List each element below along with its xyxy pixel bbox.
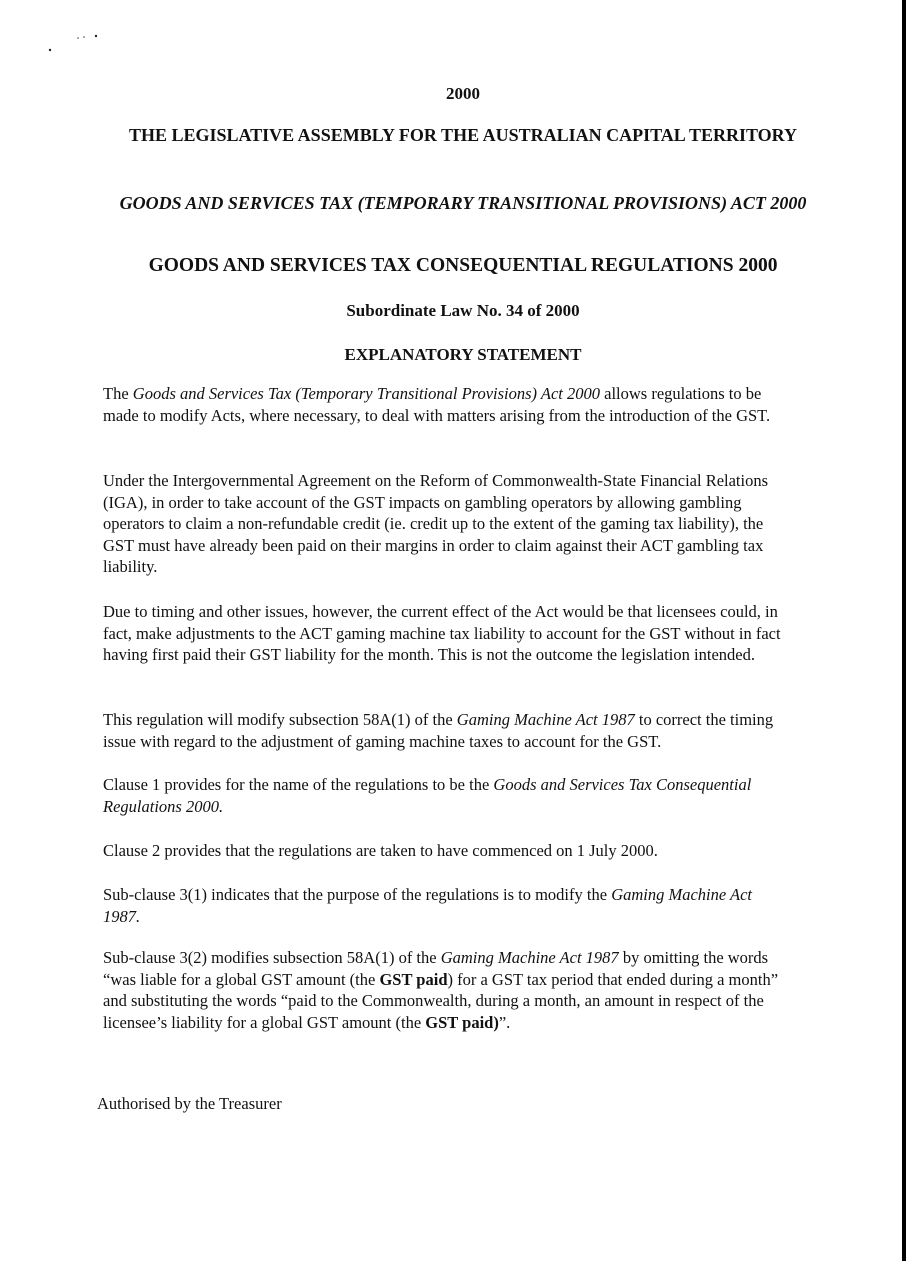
p5-text-a: Clause 1 provides for the name of the regulations to be the: [103, 775, 494, 794]
p1-text-a: The: [103, 384, 133, 403]
p7-text-a: Sub-clause 3(1) indicates that the purpose of the regulations is to modify the: [103, 885, 612, 904]
scan-edge-border: [902, 0, 906, 1261]
p8-defined-term-1: GST paid: [379, 969, 448, 989]
p4-text-a: This regulation will modify subsection 58A(1) of the: [103, 710, 457, 729]
p4-text-c: to correct the timing issue with regard to the adjustment of gaming machine taxes to account for the GST.: [103, 710, 774, 751]
scan-specks: [44, 28, 114, 58]
paragraph-clause-2: Clause 2 provides that the regulations are taken to have commenced on 1 July 2000.: [103, 841, 658, 860]
document-year: 2000: [446, 84, 480, 103]
p5-regs-name: Goods and Services Tax Consequential Regulations 2000.: [103, 775, 752, 816]
p1-text-c: allows regulations to be made to modify Acts, where necessary, to deal with matters arising from the introduction of the GST.: [103, 384, 771, 425]
subordinate-law-number: Subordinate Law No. 34 of 2000: [346, 301, 580, 320]
p8-text-g: ”.: [498, 1012, 511, 1032]
p1-act-name: Goods and Services Tax (Temporary Transitional Provisions) Act 2000: [132, 384, 600, 403]
authorisation-line: Authorised by the Treasurer: [97, 1094, 282, 1113]
regulations-title: GOODS AND SERVICES TAX CONSEQUENTIAL REGULATIONS 2000: [148, 255, 778, 276]
paragraph-timing: Due to timing and other issues, however, the current effect of the Act would be that licensees could, in fact, make adjustments to the ACT gaming machine tax liability to account for the GST without in fact having first paid their GST liability for the month. This is not the outcome the legislation intended.: [103, 602, 781, 664]
p8-text-e: ) for a GST tax period that ended during a month” and substituting the words “paid to the Commonwealth, during a month, an amount in respect of the licensee’s liability for a global GST amount (the: [103, 969, 779, 1032]
p8-text-c: by omitting the words “was liable for a global GST amount (the: [103, 948, 769, 989]
paragraph-clause-1: [103, 774, 793, 817]
paragraph-iga: Under the Intergovernmental Agreement on the Reform of Commonwealth-State Financial Relations (IGA), in order to take account of the GST impacts on gambling operators by allowing gambling operators to claim a non-refundable credit (ie. credit up to the extent of the gaming tax liability), the GST must have already been paid on their margins in order to claim against their ACT gambling tax liability.: [103, 471, 769, 576]
p8-act-name: Gaming Machine Act 1987: [440, 948, 619, 967]
statement-heading: EXPLANATORY STATEMENT: [344, 345, 582, 364]
act-title: GOODS AND SERVICES TAX (TEMPORARY TRANSITIONAL PROVISIONS) ACT 2000: [119, 193, 807, 213]
paragraph-intro: [103, 383, 793, 426]
p8-text-a: Sub-clause 3(2) modifies subsection 58A(1) of the: [103, 948, 441, 967]
assembly-title: THE LEGISLATIVE ASSEMBLY FOR THE AUSTRALIAN CAPITAL TERRITORY: [128, 125, 798, 145]
paragraph-regulation-purpose: [103, 709, 793, 752]
paragraph-subclause-3-2: [103, 947, 793, 1033]
p8-defined-term-2: GST paid): [425, 1012, 499, 1032]
p7-act-name: Gaming Machine Act 1987.: [103, 885, 753, 926]
p4-act-name: Gaming Machine Act 1987: [456, 710, 635, 729]
paragraph-subclause-3-1: [103, 884, 793, 927]
